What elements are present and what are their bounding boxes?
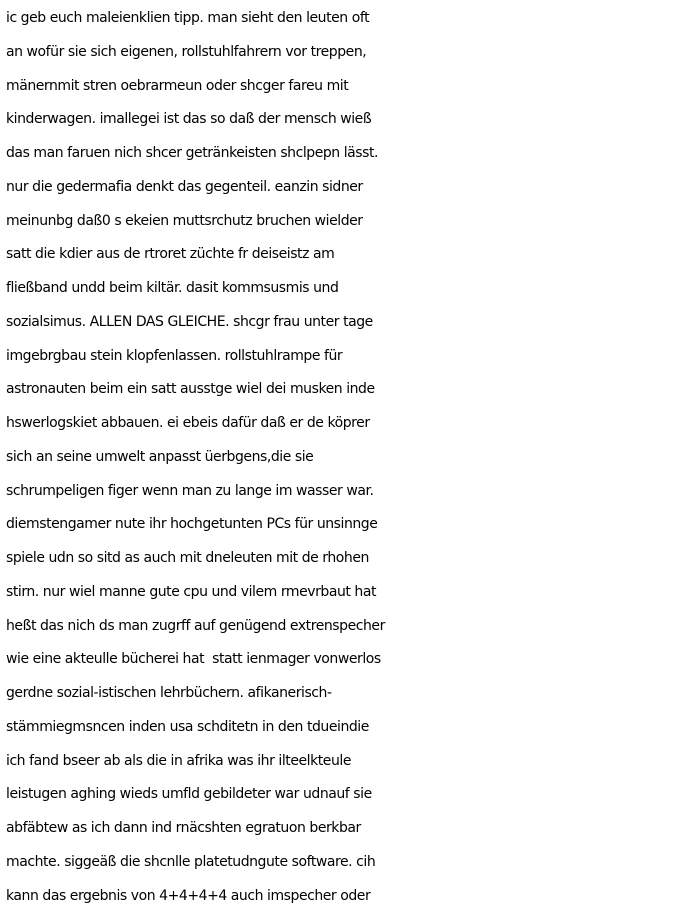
text-line: sozialsimus. ALLEN DAS GLEICHE. shcgr frau unter tage <box>6 313 373 330</box>
text-line: spiele udn so sitd as auch mit dneleuten mit de rhohen <box>6 550 369 566</box>
text-line: ic geb euch maleienklien tipp. man sieht den leuten oft <box>6 10 370 26</box>
text-line: heßt das nich ds man zugrff auf genügend extrenspecher <box>6 617 385 634</box>
text-line: hswerlogskiet abbauen. ei ebeis dafür daß er de köprer <box>6 415 370 431</box>
text-line: abfäbtew as ich dann ind rnäcshten egratuon berkbar <box>6 820 361 836</box>
text-line: ich fand bseer ab als die in afrika was ihr ilteelkteule <box>6 752 351 769</box>
text-line: nur die gedermafia denkt das gegenteil. eanzin sidner <box>6 178 363 195</box>
document-body <box>6 2 682 913</box>
text-line: kinderwagen. imallegei ist das so daß der mensch wieß <box>6 111 372 128</box>
text-line: imgebrgbau stein klopfenlassen. rollstuhlrampe für <box>6 347 343 364</box>
text-line: sich an seine umwelt anpasst üerbgens,die sie <box>6 448 314 465</box>
text-line: machte. siggeäß die shcnlle platetudngute software. cih <box>6 853 376 870</box>
text-line: stämmiegmsncen inden usa schditetn in den tdueindie <box>6 718 369 735</box>
text-line: an wofür sie sich eigenen, rollstuhlfahrern vor treppen, <box>6 43 367 60</box>
text-line: das man faruen nich shcer getränkeisten shclpepn lässt. <box>6 145 379 161</box>
text-line: kann das ergebnis von 4+4+4+4 auch imspecher oder <box>6 887 371 904</box>
text-line: schrumpeligen figer wenn man zu lange im wasser war. <box>6 482 374 499</box>
text-line: astronauten beim ein satt ausstge wiel dei musken inde <box>6 381 375 398</box>
text-line: mänernmit stren oebrarmeun oder shcger fareu mit <box>6 77 349 94</box>
text-line: diemstengamer nute ihr hochgetunten PCs für unsinnge <box>6 516 378 533</box>
text-line: leistugen aghing wieds umfld gebildeter war udnauf sie <box>6 786 372 803</box>
text-line: stirn. nur wiel manne gute cpu und vilem rmevrbaut hat <box>6 583 377 600</box>
text-line: wie eine akteulle bücherei hat statt ienmager vonwerlos <box>6 651 381 668</box>
text-line: satt die kdier aus de rtroret züchte fr deiseistz am <box>6 246 335 263</box>
text-line: gerdne sozial-istischen lehrbüchern. afikanerisch- <box>6 685 332 701</box>
text-line: meinunbg daß0 s ekeien muttsrchutz bruchen wielder <box>6 212 363 229</box>
text-line: fließband undd beim kiltär. dasit kommsusmis und <box>6 280 339 296</box>
